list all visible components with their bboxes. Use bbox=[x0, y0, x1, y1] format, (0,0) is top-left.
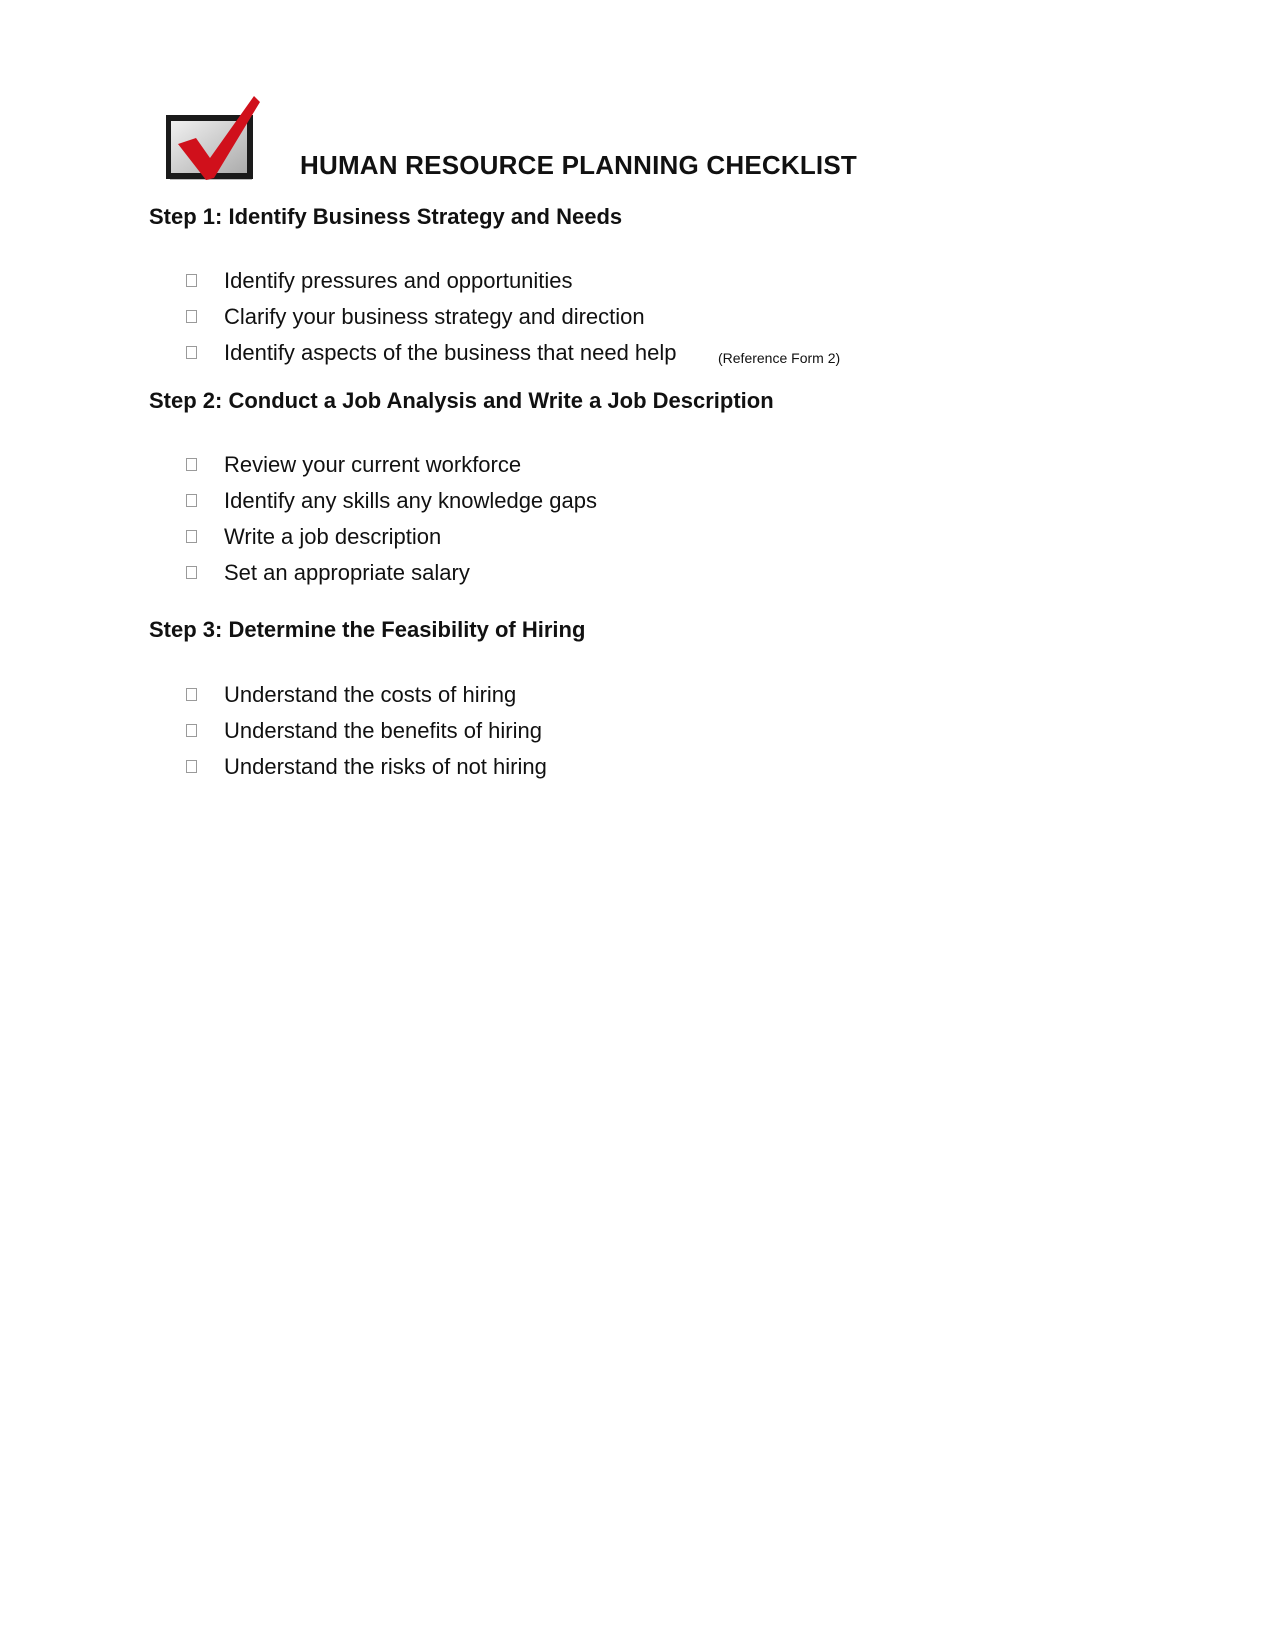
checkbox[interactable] bbox=[186, 760, 197, 773]
page-title: HUMAN RESOURCE PLANNING CHECKLIST bbox=[300, 150, 857, 180]
checkmark-box-icon bbox=[166, 96, 266, 184]
checkbox[interactable] bbox=[186, 346, 197, 359]
step-2-heading: Step 2: Conduct a Job Analysis and Write a Job Description bbox=[149, 388, 774, 413]
checkbox[interactable] bbox=[186, 566, 197, 579]
reference-note: (Reference Form 2) bbox=[718, 350, 841, 366]
step-1-heading: Step 1: Identify Business Strategy and Needs bbox=[149, 204, 623, 229]
checkbox[interactable] bbox=[186, 724, 197, 737]
checkbox[interactable] bbox=[186, 530, 197, 543]
checkbox[interactable] bbox=[186, 688, 197, 701]
step-3-heading: Step 3: Determine the Feasibility of Hiring bbox=[149, 617, 586, 642]
checkbox[interactable] bbox=[186, 458, 197, 471]
checkbox[interactable] bbox=[186, 494, 197, 507]
checkbox[interactable] bbox=[186, 310, 197, 323]
checkbox[interactable] bbox=[186, 274, 197, 287]
